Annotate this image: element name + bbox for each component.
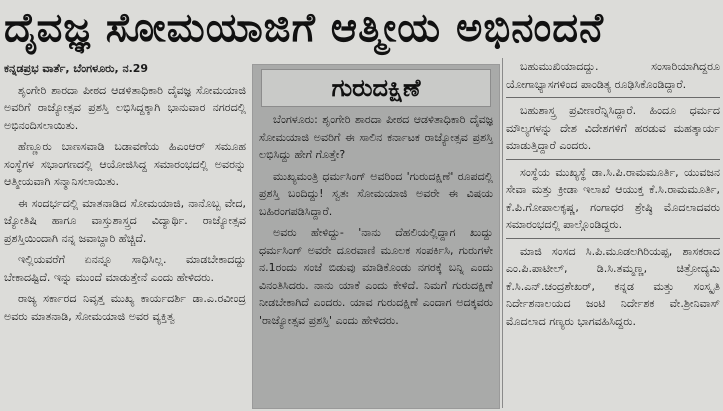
article-column-right — [506, 58, 720, 408]
paragraph: ಇಲ್ಲಿಯವರೆಗೆ ಏನನ್ನೂ ಸಾಧಿಸಿಲ್ಲ. ಮಾಡಬೇಕಾದದ್ದು ಬೇಕಾದಷ್ಟಿದೆ. ಇನ್ನು ಮುಂದೆ ಮಾಡುತ್ತೇನೆ ಎಂದು ಹೇಳಿದರು. — [4, 253, 246, 284]
paragraph: ರಾಜ್ಯ ಸರ್ಕಾರದ ನಿವೃತ್ತ ಮುಖ್ಯ ಕಾರ್ಯದರ್ಶಿ ಡಾ.ಎ.ರವೀಂದ್ರ ಅವರು ಮಾತನಾಡಿ, ಸೋಮಯಾಜಿ ಅವರ ವ್ಯಕ್ತಿತ್ವ — [4, 292, 246, 323]
paragraph: ಮಾಜಿ ಸಂಸದ ಸಿ.ಪಿ.ಮೂಡಲಗಿರಿಯಪ್ಪ, ಶಾಸಕರಾದ ಎಂ.ಪಿ.ಪಾಟೀಲ್, ಡಿ.ಸಿ.ತಮ್ಮಣ್ಣ, ಚಿತ್ರೋದ್ಯಮಿ ಕೆ.ಸಿ.ಎನ್.ಚಂದ್ರಶೇಖರ್, ಕನ್ನಡ ಮತ್ತು ಸಂಸ್ಕೃತಿ ನಿರ್ದೇಶನಾಲಯದ ಜಂಟಿ ನಿರ್ದೇಶಕ ವೇ.ಶ್ರೀನಿವಾಸ್ ಮೊದಲಾದ ಗಣ್ಯರು ಭಾಗವಹಿಸಿದ್ದರು. — [506, 244, 720, 328]
paragraph: ಶೃಂಗೇರಿ ಶಾರದಾ ಪೀಠದ ಆಡಳಿತಾಧಿಕಾರಿ ದೈವಜ್ಞ ಸೋಮಯಾಜಿ ಅವರಿಗೆ ರಾಜ್ಯೋತ್ಸವ ಪ್ರಶಸ್ತಿ ಲಭಿಸಿದ್ದಕ್ಕಾಗಿ ಭಾನುವಾರ ನಗರದಲ್ಲಿ ಅಭಿನಂದಿಸಲಾಯಿತು. — [4, 83, 246, 132]
paragraph: ಬಹುಶಾಸ್ತ್ರ ಪ್ರವೀಣರೆನ್ನಿಸಿದ್ದಾರೆ. ಹಿಂದೂ ಧರ್ಮದ ಮೌಲ್ಯಗಳನ್ನು ದೇಶ ವಿದೇಶಗಳಿಗೆ ಹರಡುವ ಮಹತ್ಕಾರ್ಯ ಮಾಡುತ್ತಿದ್ದಾರೆ ಎಂದರು. — [506, 104, 720, 152]
box-body — [253, 111, 499, 329]
divider — [506, 238, 720, 239]
article-column-left — [4, 60, 246, 408]
byline: ಕನ್ನಡಪ್ರಭ ವಾರ್ತೆ, ಬೆಂಗಳೂರು, ನ.29 — [4, 62, 149, 75]
paragraph: ಮುಖ್ಯಮಂತ್ರಿ ಧರ್ಮಸಿಂಗ್ ಅವರಿಂದ 'ಗುರುದಕ್ಷಿಣೆ' ರೂಪದಲ್ಲಿ ಪ್ರಶಸ್ತಿ ಬಂದಿದ್ದು! ಸ್ವತಃ ಸೋಮಯಾಜಿ ಅವರೇ ಈ ವಿಷಯ ಬಹಿರಂಗಪಡಿಸಿದ್ದಾರೆ. — [259, 169, 493, 218]
paragraph: ಬಹುಮುಖಿಯಾದದ್ದು. ಸಂಸಾರಿಯಾಗಿದ್ದರೂ ಯೋಗಾಭ್ಯಾಸಗಳಿಂದ ಪಾಂಡಿತ್ಯ ರೂಢಿಸಿಕೊಂಡಿದ್ದಾರೆ. — [506, 60, 720, 91]
headline: ದೈವಜ್ಞ ಸೋಮಯಾಜಿಗೆ ಆತ್ಮೀಯ ಅಭಿನಂದನೆ — [4, 4, 604, 51]
paragraph: ಅವರು ಹೇಳಿದ್ದು- 'ನಾನು ದೆಹಲಿಯಲ್ಲಿದ್ದಾಗ ಖುದ್ದು ಧರ್ಮಸಿಂಗ್ ಅವರೇ ದೂರವಾಣಿ ಮೂಲಕ ಸಂಪರ್ಕಿಸಿ, ಗುರುಗಳೇ ನ.1ರಂದು ಸಂಜೆ ಬಿಡುವು ಮಾಡಿಕೊಂಡು ನಗರಕ್ಕೆ ಬನ್ನಿ ಎಂದು ವಿನಂತಿಸಿದರು. ನಾನು ಯಾಕೆ ಎಂದು ಕೇಳಿದೆ. ನಿಮಗೆ ಗುರುದಕ್ಷಿಣೆ ನೀಡಬೇಕಾಗಿದೆ ಎಂದರು. ಯಾವ ಗುರುದಕ್ಷಿಣೆ ಎಂದಾಗ ಅದಕ್ಕವರು 'ರಾಜ್ಯೋತ್ಸವ ಪ್ರಶಸ್ತಿ' ಎಂದು ಹೇಳಿದರು. — [259, 226, 493, 327]
column-divider — [502, 58, 503, 408]
paragraph: ಈ ಸಂದರ್ಭದಲ್ಲಿ ಮಾತನಾಡಿದ ಸೋಮಯಾಜಿ, ನಾನೊಬ್ಬ ವೇದ, ಜ್ಯೋತಿಷಿ ಹಾಗೂ ವಾಸ್ತುಶಾಸ್ತ್ರದ ವಿದ್ಯಾರ್ಥಿ. ರಾಜ್ಯೋತ್ಸವ ಪ್ರಶಸ್ತಿಯಿಂದಾಗಿ ನನ್ನ ಜವಾಬ್ದಾರಿ ಹೆಚ್ಚಿದೆ. — [4, 196, 246, 245]
divider — [506, 159, 720, 160]
divider — [506, 97, 720, 98]
sidebar-box-gurudakshine — [252, 64, 500, 409]
paragraph: ಹೆಣ್ಣೂರು ಬಾಣಸವಾಡಿ ಬಡಾವಣೆಯ ಹಿಎಂಆರ್ ಸಮೂಹ ಸಂಸ್ಥೆಗಳ ಸಭಾಂಗಣದಲ್ಲಿ ಆಯೋಜಿಸಿದ್ದ ಸಮಾರಂಭದಲ್ಲಿ ಅವರನ್ನು ಆತ್ಮೀಯವಾಗಿ ಸನ್ಮಾನಿಸಲಾಯಿತು. — [4, 140, 246, 188]
box-title: ಗುರುದಕ್ಷಿಣೆ — [261, 69, 491, 107]
paragraph: ಸಂಸ್ಥೆಯ ಮುಖ್ಯಸ್ಥೆ ಡಾ.ಸಿ.ಪಿ.ರಾಮಮೂರ್ತಿ, ಯುವಜನ ಸೇವಾ ಮತ್ತು ಕ್ರೀಡಾ ಇಲಾಖೆ ಆಯುಕ್ತ ಕೆ.ಸಿ.ರಾಮಮೂರ್ತಿ, ಕೆ.ಪಿ.ಗೋಪಾಲಕೃಷ್ಣ, ಗಂಗಾಧರ ಶ್ರೇಷ್ಠಿ ಮೊದಲಾದವರು ಸಮಾರಂಭದಲ್ಲಿ ಪಾಲ್ಗೊಂಡಿದ್ದರು. — [506, 165, 720, 231]
paragraph: ಬೆಂಗಳೂರು: ಶೃಂಗೇರಿ ಶಾರದಾ ಪೀಠದ ಆಡಳಿತಾಧಿಕಾರಿ ದೈವಜ್ಞ ಸೋಮಯಾಜಿ ಅವರಿಗೆ ಈ ಸಾಲಿನ ಕರ್ನಾಟಕ ರಾಜ್ಯೋತ್ಸವ ಪ್ರಶಸ್ತಿ ಲಭಿಸಿದ್ದು ಹೇಗೆ ಗೊತ್ತೇ? — [259, 113, 493, 161]
